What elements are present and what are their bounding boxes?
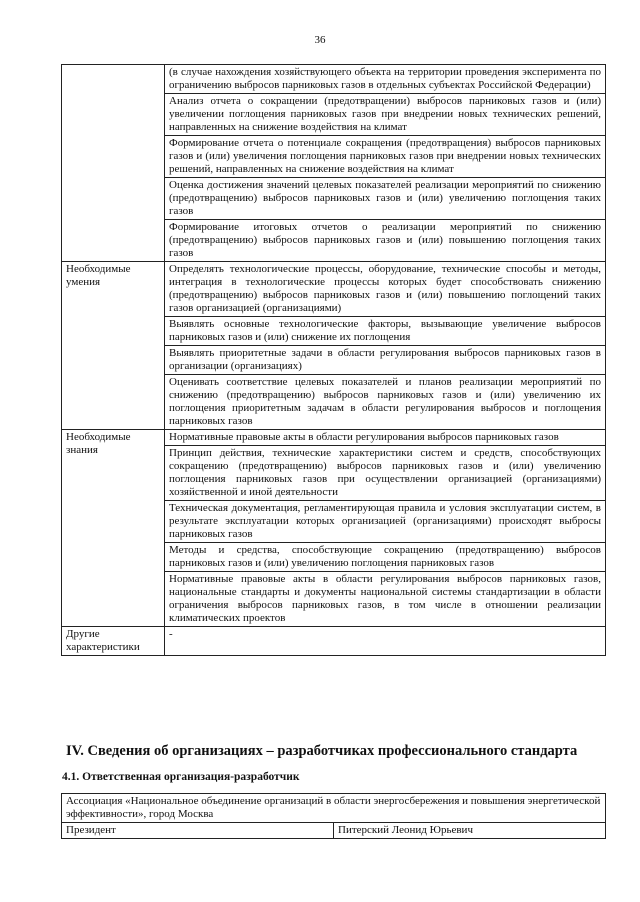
description-cell: Анализ отчета о сокращении (предотвращении) выбросов парниковых газов и (или) увеличении поглощения парниковых газов при внедрении новых технических решений, направленных на снижение воздействия на климат (165, 94, 606, 136)
description-cell: Определять технологические процессы, оборудование, технические способы и методы, интеграция в технологические процессы которых будет способствовать снижению (предотвращению) выбросов парниковых газов и (или) повышению поглощений таких газов организацией (организациями) (165, 262, 606, 317)
organization-table (61, 793, 606, 839)
table-row (62, 65, 606, 94)
description-cell: - (165, 627, 606, 656)
table-row (62, 430, 606, 446)
description-cell: Оценка достижения значений целевых показателей реализации мероприятий по снижению (предотвращению) выбросов парниковых газов и (или) увеличению поглощения таких газов (165, 178, 606, 220)
table-row (62, 627, 606, 656)
row-label-skills: Необходимые умения (62, 262, 165, 430)
description-cell: Техническая документация, регламентирующая правила и условия эксплуатации систем, в результате эксплуатации которых организацией (организациями) происходят выбросы парниковых газов (165, 501, 606, 543)
description-cell: Оценивать соответствие целевых показателей и планов реализации мероприятий по снижению (предотвращению) выбросов парниковых газов и (или) увеличению их поглощения приоритетным задачам в области регулирования выбросов и поглощения парниковых газов (165, 375, 606, 430)
description-cell: Формирование отчета о потенциале сокращения (предотвращения) выбросов парниковых газов и (или) увеличения поглощения парниковых газов при внедрении новых технических решений, направленных на снижение воздействия на климат (165, 136, 606, 178)
sub-heading: 4.1. Ответственная организация-разработчик (62, 771, 300, 783)
description-cell: Принцип действия, технические характеристики систем и средств, способствующих сокращению (предотвращению) выбросов парниковых газов и (или) увеличению поглощения парниковых газов при осуществлении организацией (организациями) хозяйственной и иной деятельности (165, 446, 606, 501)
table-row (62, 794, 606, 823)
description-cell: Нормативные правовые акты в области регулирования выбросов парниковых газов (165, 430, 606, 446)
description-cell: Выявлять приоритетные задачи в области регулирования выбросов парниковых газов в организации (организациях) (165, 346, 606, 375)
description-cell: Нормативные правовые акты в области регулирования выбросов парниковых газов, национальные стандарты и документы национальной системы стандартизации в области ограничения выбросов парниковых газов, в том числе в отношении реализации климатических проектов (165, 572, 606, 627)
description-cell: Методы и средства, способствующие сокращению (предотвращению) выбросов парниковых газов и (или) увеличению поглощения парниковых газов (165, 543, 606, 572)
table-row (62, 823, 606, 839)
row-label-knowledge: Необходимые знания (62, 430, 165, 627)
table-row (62, 262, 606, 317)
description-cell: Формирование итоговых отчетов о реализации мероприятий по снижению (предотвращению) выбросов парниковых газов и (или) повышению поглощения таких газов (165, 220, 606, 262)
competency-table (61, 64, 606, 656)
signatory-name: Питерский Леонид Юрьевич (334, 823, 606, 839)
section-heading: IV. Сведения об организациях – разработчиках профессионального стандарта (66, 743, 578, 759)
description-cell: Выявлять основные технологические факторы, вызывающие увеличение выбросов парниковых газов и (или) снижение их поглощения (165, 317, 606, 346)
page-number: 36 (314, 34, 326, 46)
row-label-cell (62, 65, 165, 262)
signatory-role: Президент (62, 823, 334, 839)
organization-name: Ассоциация «Национальное объединение организаций в области энергосбережения и повышения энергетической эффективности», город Москва (62, 794, 606, 823)
description-cell: (в случае нахождения хозяйствующего объекта на территории проведения эксперимента по ограничению выбросов парниковых газов в отдельных субъектах Российской Федерации) (165, 65, 606, 94)
row-label-other: Другие характеристики (62, 627, 165, 656)
